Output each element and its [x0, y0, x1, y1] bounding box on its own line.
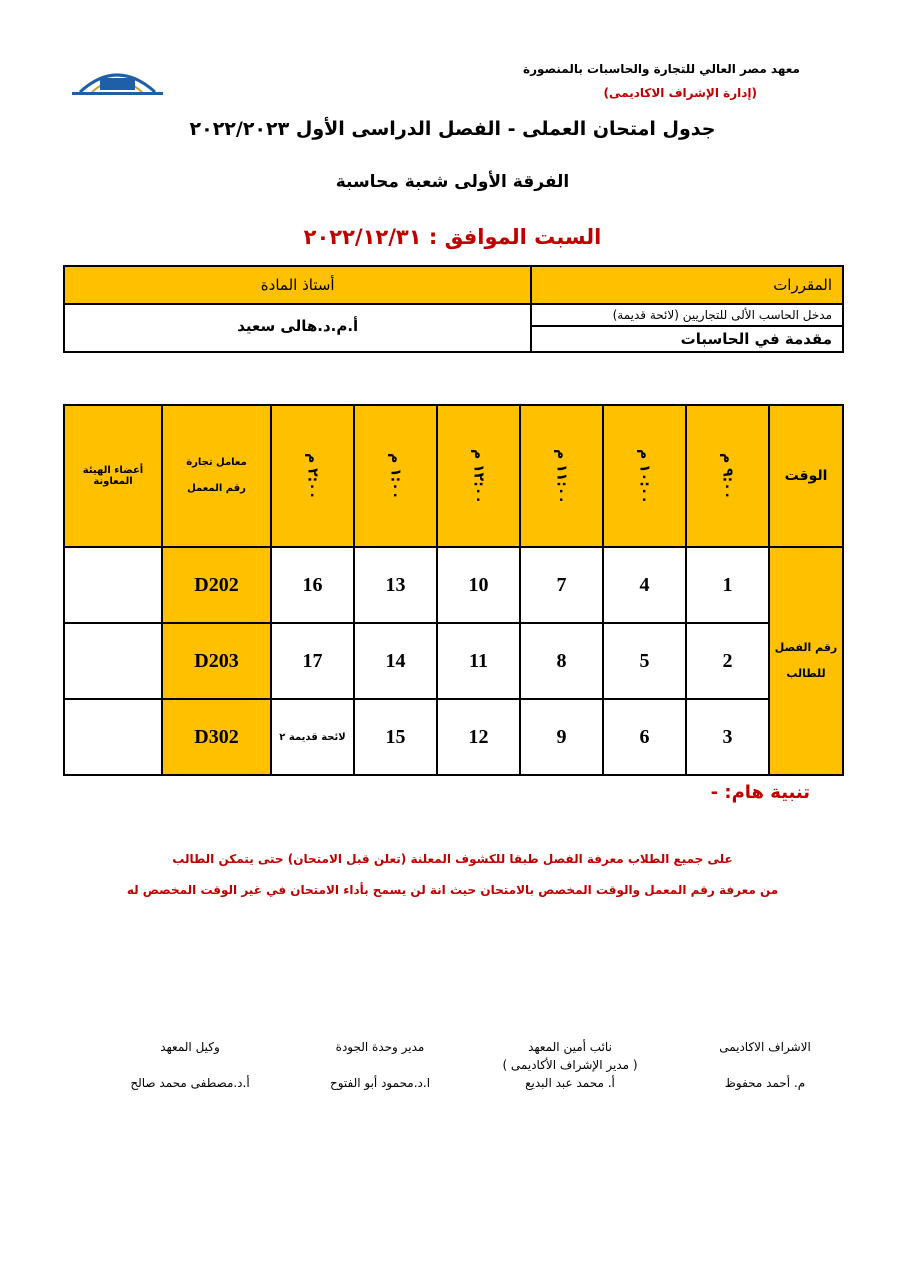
page-subtitle: الفرقة الأولى شعبة محاسبة: [335, 172, 570, 192]
time-slot-text: ٢:٠٠ م: [304, 452, 321, 500]
class-cell: 1: [686, 547, 769, 623]
time-slot-1: [686, 405, 769, 547]
staff-cell: [64, 699, 162, 775]
lab-cell: D203: [162, 623, 271, 699]
signature-block: [305, 1038, 455, 1092]
signature-name: أ. محمد عبد البديع: [525, 1076, 615, 1090]
notice-line-1: على جميع الطلاب معرفة الفصل طبقا للكشوف المعلنة (تعلن قبل الامتحان) حتى يتمكن الطالب: [172, 852, 733, 866]
staff-header: أعضاء الهيئة المعاونة: [64, 405, 162, 547]
professor-header: أستاذ المادة: [64, 266, 531, 304]
signature-block: [490, 1038, 650, 1092]
staff-cell: [64, 547, 162, 623]
side-label-line2: للطالب: [786, 667, 826, 680]
side-label-line1: رقم الفصل: [774, 641, 838, 654]
time-slot-text: ٩:٠٠ م: [719, 452, 736, 500]
signature-title: مدير وحدة الجودة: [335, 1040, 425, 1054]
class-cell: 4: [603, 547, 686, 623]
course-item-1: مدخل الحاسب الألى للتجاريين (لائحة قديمة): [531, 304, 843, 326]
time-header: الوقت: [769, 405, 843, 547]
class-cell: 17: [271, 623, 354, 699]
lab-header-line2: رقم المعمل: [187, 483, 246, 494]
time-slot-text: ١١:٠٠ م: [553, 448, 570, 504]
class-cell: 14: [354, 623, 437, 699]
class-cell: 8: [520, 623, 603, 699]
signature-name: أ.د.مصطفى محمد صالح: [130, 1076, 250, 1090]
signature-name: م. أحمد محفوظ: [724, 1076, 806, 1090]
professor-name: أ.م.د.هالى سعيد: [64, 304, 531, 352]
signature-block: [110, 1038, 270, 1092]
schedule-table: [63, 404, 844, 776]
class-number-label: [769, 547, 843, 775]
courses-table: [63, 265, 844, 353]
department-name: (إدارة الإشراف الاكاديمى): [603, 86, 757, 100]
class-cell: 3: [686, 699, 769, 775]
time-slot-3: [520, 405, 603, 547]
time-slot-4: [437, 405, 520, 547]
lab-cell: D202: [162, 547, 271, 623]
signature-title: وكيل المعهد: [160, 1040, 220, 1054]
class-cell: 2: [686, 623, 769, 699]
institute-name: معهد مصر العالي للتجارة والحاسبات بالمنصورة: [523, 62, 800, 76]
time-slot-2: [603, 405, 686, 547]
signature-name: ا.د.محمود أبو الفتوح: [329, 1076, 431, 1090]
time-slot-text: ١:٠٠ م: [387, 452, 404, 500]
class-cell: 5: [603, 623, 686, 699]
lab-cell: D302: [162, 699, 271, 775]
signature-title: الاشراف الاكاديمى: [719, 1040, 811, 1054]
time-slot-5: [354, 405, 437, 547]
time-slot-text: ١٠:٠٠ م: [636, 448, 653, 504]
staff-cell: [64, 623, 162, 699]
class-cell: 7: [520, 547, 603, 623]
time-slot-6: [271, 405, 354, 547]
class-cell: 16: [271, 547, 354, 623]
lab-header: [162, 405, 271, 547]
class-cell: 13: [354, 547, 437, 623]
course-item-2: مقدمة في الحاسبات: [531, 326, 843, 352]
page-title: جدول امتحان العملى - الفصل الدراسى الأول ٢٠٢٢/٢٠٢٣: [189, 118, 716, 140]
exam-date: السبت الموافق : ٢٠٢٢/١٢/٣١: [303, 225, 602, 249]
class-cell: 12: [437, 699, 520, 775]
class-cell: 11: [437, 623, 520, 699]
class-cell: 10: [437, 547, 520, 623]
class-cell: 6: [603, 699, 686, 775]
class-cell: 9: [520, 699, 603, 775]
time-slot-text: ١٢:٠٠ م: [470, 448, 487, 504]
courses-header: المقررات: [531, 266, 843, 304]
signature-title: نائب أمين المعهد: [528, 1040, 612, 1054]
signature-subtitle: ( مدير الإشراف الأكاديمى ): [502, 1058, 638, 1072]
notice-label: تنبية هام: -: [710, 782, 810, 803]
class-cell: لائحة قديمة ٢: [271, 699, 354, 775]
lab-header-line1: معامل تجارة: [186, 457, 247, 468]
notice-line-2: من معرفة رقم المعمل والوقت المخصص بالامتحان حيث انة لن يسمح بأداء الامتحان في غير الوقت المخصص له: [126, 883, 779, 897]
signature-block: [700, 1038, 830, 1092]
institute-logo: [70, 62, 165, 98]
class-cell: 15: [354, 699, 437, 775]
